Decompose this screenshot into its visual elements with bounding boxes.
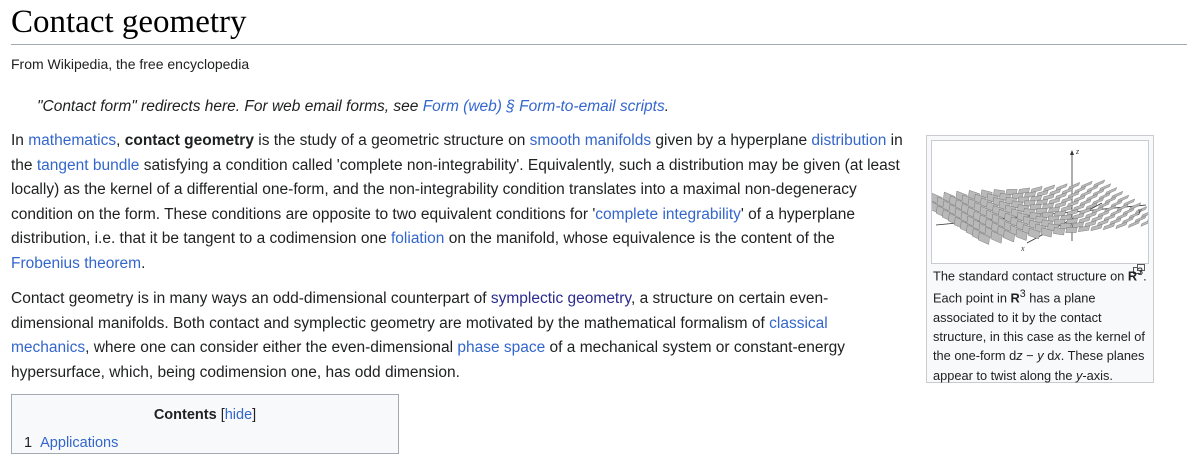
contact-plane (1087, 185, 1098, 192)
hatnote-text: "Contact form" redirects here. For web email forms, see (37, 98, 423, 115)
z-axis-label: z (1076, 147, 1080, 156)
toc-bracket: [ (220, 407, 225, 423)
caption-var-x: x (1054, 348, 1061, 364)
contact-plane (1123, 208, 1134, 215)
caption-var-y: y (1076, 367, 1083, 383)
hatnote (37, 98, 669, 116)
contact-plane (1043, 194, 1054, 200)
contact-plane (1099, 193, 1110, 200)
toc-hide-link[interactable]: hide (224, 407, 253, 423)
contact-plane (1116, 222, 1127, 229)
z-axis-arrow (1070, 150, 1074, 155)
link-frobenius-theorem[interactable]: Frobenius theorem (11, 254, 142, 272)
link-phase-space[interactable]: phase space (457, 339, 546, 356)
contact-plane (1043, 185, 1054, 192)
caption-text: . Each point in (933, 268, 1147, 306)
toc-link-applications[interactable]: Applications (40, 435, 119, 451)
contact-plane (1067, 200, 1078, 207)
contact-plane (1128, 220, 1139, 227)
caption-text: . These planes appear to twist along the (933, 348, 1145, 383)
link-distribution[interactable]: distribution (811, 132, 887, 149)
caption-text: The standard contact structure on (933, 268, 1128, 284)
contact-plane (1053, 227, 1064, 235)
contact-structure-image[interactable] (931, 140, 1149, 264)
contact-plane (1074, 195, 1085, 202)
figure-thumbnail (926, 135, 1154, 383)
text-run: Contact geometry is in many ways an odd-dimensional counterpart of (11, 290, 491, 307)
text-run: In (11, 132, 29, 149)
contact-plane (1135, 215, 1146, 222)
contact-plane (1097, 219, 1108, 226)
contact-plane (1067, 209, 1078, 215)
contact-plane (1141, 219, 1148, 226)
text-run: . (141, 254, 146, 272)
toc-item (24, 435, 118, 451)
contact-plane (1093, 189, 1104, 196)
title-divider (11, 44, 1187, 45)
x-axis-label: x (1021, 244, 1025, 253)
contact-plane (1066, 227, 1077, 232)
intro-paragraph (11, 129, 906, 276)
contact-plane (1049, 198, 1060, 204)
contact-plane (1068, 191, 1079, 198)
page-title: Contact geometry (11, 4, 247, 40)
contact-plane (1062, 188, 1073, 195)
caption-superscript: 3 (1019, 288, 1026, 301)
contact-plane (1079, 208, 1090, 215)
text-run: in the (11, 132, 903, 174)
link-complete-integrability[interactable]: complete integrability (595, 205, 741, 223)
caption-r3: R (1010, 290, 1020, 306)
contact-plane (1098, 210, 1109, 217)
contact-plane (1085, 221, 1096, 227)
contact-plane (1091, 215, 1102, 222)
contact-plane (1079, 217, 1090, 223)
text-run: of a mechanical system or constant-energy hypersurface, which, being codimension one, has odd dimension. (11, 339, 846, 381)
contact-plane (1105, 196, 1116, 203)
contact-plane (1031, 186, 1042, 192)
hatnote-link-form-web[interactable]: Form (web) § Form-to-email scripts (422, 98, 665, 115)
bold-term: contact geometry (124, 132, 254, 149)
text-run: on the manifold, whose equivalence is the content of the (444, 230, 835, 247)
y-axis-label: y (1138, 206, 1142, 215)
contact-plane (1103, 223, 1114, 230)
text-run: , a structure on certain even-dimensional manifolds. Both contact and symplectic geometry are motivated by the mathematical formalism of (11, 290, 829, 332)
contact-structure-drawing (932, 141, 1148, 263)
toc-item-number: 1 (24, 435, 33, 451)
toc-header (12, 407, 398, 423)
link-classical-mechanics[interactable]: classical mechanics (11, 314, 828, 356)
contact-plane (1091, 224, 1102, 230)
contact-plane (1061, 205, 1072, 211)
caption-text: d (1043, 348, 1055, 364)
text-run: , (116, 132, 125, 149)
contact-plane (1055, 202, 1066, 208)
table-of-contents (11, 394, 399, 454)
contact-plane (1056, 184, 1067, 191)
contact-plane (1073, 213, 1084, 219)
contact-plane (1081, 181, 1092, 188)
contact-plane (1110, 218, 1121, 225)
toc-title: Contents (153, 407, 217, 423)
contact-plane (1061, 196, 1072, 203)
contact-plane (1104, 214, 1115, 221)
contact-plane (1037, 190, 1048, 196)
contact-plane (1080, 199, 1091, 206)
caption-superscript: 3 (1137, 266, 1144, 278)
caption-text: has a plane associated to it by the contact structure, in this case as the kernel of the one-form d (933, 290, 1145, 364)
text-run: given by a hyperplane (651, 132, 812, 149)
contact-plane (1111, 200, 1122, 207)
link-foliation[interactable]: foliation (391, 230, 445, 247)
caption-var-z: z (1016, 348, 1023, 364)
text-run: ' of a hyperplane distribution, i.e. that it be tangent to a codimension one (11, 205, 856, 247)
contact-plane (1049, 189, 1060, 196)
site-tagline: From Wikipedia, the free encyclopedia (11, 56, 250, 72)
contact-plane (1055, 193, 1066, 200)
text-run: , where one can consider either the even-dimensional (85, 339, 458, 356)
text-run: is the study of a geometric structure on (253, 132, 530, 149)
link-smooth-manifolds[interactable]: smooth manifolds (529, 132, 652, 149)
caption-var-y: y (1037, 348, 1044, 364)
contact-plane (1073, 204, 1084, 211)
figure-caption (933, 263, 1147, 385)
link-mathematics[interactable]: mathematics (28, 132, 117, 149)
caption-r3: R (1127, 268, 1138, 284)
text-run: satisfying a condition called 'complete non-integrability'. Equivalently, such a distribution may be given (at least locally) as the kernel of a differential one-form, and the non-integrability condition translates into a maximal non-degeneracy condition on the form. These conditions are opposite to two equivalent conditions for ' (11, 156, 900, 223)
toc-bracket: ] (252, 407, 257, 423)
link-symplectic-geometry[interactable]: symplectic geometry (490, 290, 632, 307)
caption-text: − (1022, 348, 1038, 364)
contact-plane (1085, 212, 1096, 219)
contact-planes (932, 180, 1148, 245)
caption-text: -axis. (1082, 367, 1113, 383)
hatnote-end: . (664, 98, 670, 115)
second-paragraph (11, 287, 906, 385)
link-tangent-bundle[interactable]: tangent bundle (36, 156, 140, 174)
